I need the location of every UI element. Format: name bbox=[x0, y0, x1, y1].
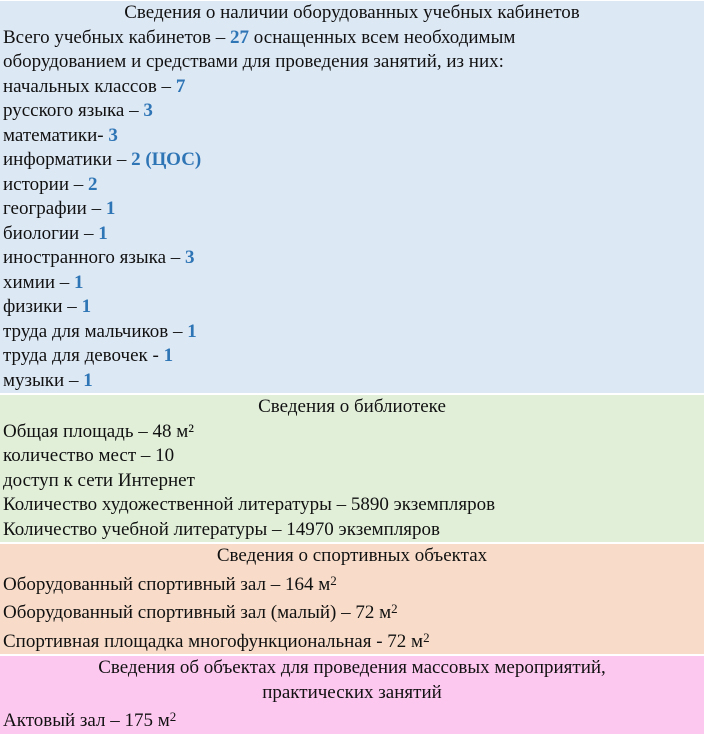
classroom-item-count: 1 bbox=[187, 320, 197, 342]
library-item: количество мест – 10 bbox=[3, 445, 175, 466]
sports-title: Сведения о спортивных объектах bbox=[216, 545, 488, 566]
classroom-item-count: 2 (ЦОС) bbox=[131, 149, 202, 170]
sports-item-unit-superscript: 2 bbox=[391, 601, 398, 616]
classroom-item bbox=[3, 99, 704, 124]
classroom-item-label: химии – bbox=[3, 271, 75, 293]
classrooms-intro-line bbox=[3, 26, 704, 51]
sports-item-text: Оборудованный спортивный зал (малый) – 72 м bbox=[3, 602, 392, 623]
events-list bbox=[3, 705, 704, 734]
classroom-item-label: труда для девочек - bbox=[3, 345, 164, 366]
sports-item bbox=[3, 569, 704, 598]
events-item-text: Актовый зал – 175 м bbox=[3, 710, 170, 731]
events-title-line-2: практических занятий bbox=[262, 681, 442, 703]
classroom-item bbox=[3, 75, 704, 100]
classrooms-title: Сведения о наличии оборудованных учебных кабинетов bbox=[124, 2, 580, 23]
classroom-item-label: истории – bbox=[3, 173, 88, 195]
classroom-item-count: 3 bbox=[108, 124, 118, 146]
classroom-item-count: 1 bbox=[83, 369, 93, 391]
library-item: Общая площадь – 48 м² bbox=[3, 420, 194, 442]
sports-item-unit-superscript: 2 bbox=[423, 629, 430, 645]
classroom-item-label: русского языка – bbox=[3, 100, 144, 121]
library-list bbox=[3, 420, 704, 543]
classroom-item-count: 2 bbox=[88, 173, 98, 195]
classroom-item-count: 7 bbox=[175, 75, 186, 97]
classroom-item-count: 1 bbox=[163, 345, 174, 366]
classroom-item bbox=[3, 173, 704, 198]
sports-item-text: Спортивная площадка многофункциональная - 72 м bbox=[3, 630, 424, 652]
classroom-item-label: информатики – bbox=[3, 149, 132, 170]
library-item: Количество учебной литературы – 14970 экземпляров bbox=[3, 518, 441, 540]
classroom-item-label: иностранного языка – bbox=[3, 247, 186, 268]
intro-total-count: 27 bbox=[230, 26, 250, 48]
classroom-item-label: начальных классов – bbox=[3, 75, 176, 97]
library-title: Сведения о библиотеке bbox=[258, 396, 446, 417]
intro-text: Всего учебных кабинетов – bbox=[3, 26, 231, 48]
library-item: Количество художественной литературы – 5890 экземпляров bbox=[3, 494, 496, 515]
sports-item-text: Оборудованный спортивный зал – 164 м bbox=[3, 573, 331, 595]
classrooms-intro-line-2: оборудованием и средствами для проведения занятий, из них: bbox=[3, 51, 504, 72]
events-title-line-1: Сведения об объектах для проведения массовых мероприятий, bbox=[98, 657, 606, 678]
classroom-item-count: 1 bbox=[105, 198, 116, 219]
classroom-item bbox=[3, 295, 704, 320]
events-section bbox=[0, 656, 704, 736]
classroom-item bbox=[3, 320, 704, 345]
events-item bbox=[3, 705, 704, 734]
sports-section bbox=[0, 544, 704, 656]
intro-rest: оснащенных всем необходимым bbox=[249, 26, 516, 48]
classroom-list bbox=[3, 75, 704, 394]
classrooms-section bbox=[0, 1, 704, 395]
library-section bbox=[0, 395, 704, 544]
classroom-item-count: 1 bbox=[81, 296, 92, 317]
sports-list bbox=[3, 569, 704, 655]
classroom-item-count: 1 bbox=[74, 271, 84, 293]
classroom-item-label: музыки – bbox=[3, 369, 84, 391]
classroom-item bbox=[3, 197, 704, 222]
sports-item-unit-superscript: 2 bbox=[330, 572, 337, 588]
classroom-item-label: труда для мальчиков – bbox=[3, 320, 188, 342]
classroom-item-count: 3 bbox=[185, 247, 195, 268]
classroom-item bbox=[3, 124, 704, 149]
classroom-item-count: 1 bbox=[98, 222, 108, 244]
classroom-item bbox=[3, 271, 704, 296]
classroom-item bbox=[3, 148, 704, 173]
classroom-item bbox=[3, 246, 704, 271]
classroom-item-label: математики- bbox=[3, 124, 109, 146]
classroom-item bbox=[3, 222, 704, 247]
classroom-item-label: географии – bbox=[3, 198, 106, 219]
library-item: доступ к сети Интернет bbox=[3, 469, 195, 491]
classroom-item bbox=[3, 369, 704, 394]
events-item-unit-superscript: 2 bbox=[169, 709, 177, 724]
classroom-item bbox=[3, 344, 704, 369]
sports-item bbox=[3, 626, 704, 655]
classroom-item-count: 3 bbox=[143, 100, 153, 121]
classroom-item-label: физики – bbox=[3, 296, 82, 317]
classroom-item-label: биологии – bbox=[3, 222, 99, 244]
sports-item bbox=[3, 597, 704, 626]
